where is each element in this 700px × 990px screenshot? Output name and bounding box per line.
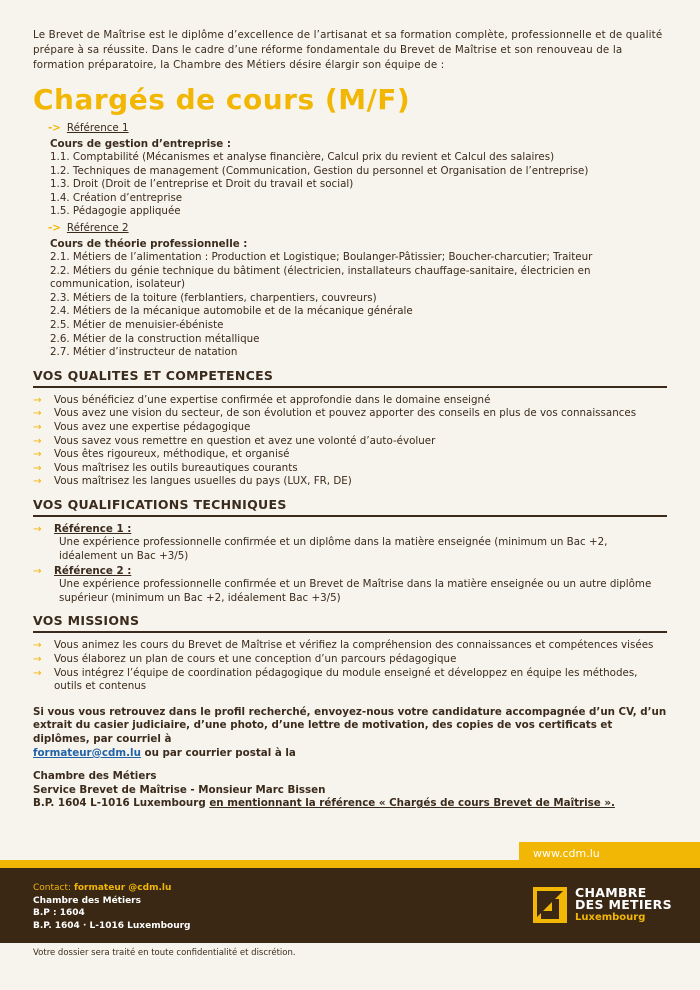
- reference-2-heading: [48, 221, 667, 235]
- intro-paragraph: Le Brevet de Maîtrise est le diplôme d’excellence de l’artisanat et sa formation complète, professionnelle et de qualité prépare à sa réussite. Dans le cadre d’une réforme fondamentale du Brevet de Maîtrise et son renouveau de la formation préparatoire, la Chambre des Métiers désire élargir son équipe de :: [33, 29, 663, 71]
- missions-list: [33, 639, 667, 693]
- arrow-right-icon: →: [33, 666, 42, 679]
- arrow-right-icon: →: [33, 434, 42, 447]
- qualites-list: [33, 394, 667, 489]
- arrow-icon: ->: [48, 221, 61, 234]
- list-item: [33, 448, 667, 462]
- list-item: 2.6. Métier de la construction métallique: [50, 332, 260, 345]
- reference-mention: en mentionnant la référence « Chargés de cours Brevet de Maîtrise ».: [209, 797, 615, 810]
- website-link[interactable]: www.cdm.lu: [533, 847, 600, 860]
- list-item: [33, 394, 667, 408]
- arrow-right-icon: →: [33, 393, 42, 406]
- arrow-icon: ->: [48, 122, 61, 134]
- application-instructions: [33, 706, 667, 760]
- arrow-right-icon: →: [33, 407, 42, 420]
- logo-text-line-3: Luxembourg: [575, 912, 646, 923]
- list-item: 1.5. Pédagogie appliquée: [50, 205, 181, 218]
- list-item-text: Vous avez une expertise pédagogique: [54, 420, 251, 433]
- reference-1-list: [50, 151, 667, 219]
- reference-2-label: Référence 2: [66, 221, 129, 234]
- address-line-text: B.P. 1604 L-1016 Luxembourg: [33, 797, 206, 810]
- list-item: [33, 475, 667, 489]
- postal-address: [33, 770, 667, 811]
- arrow-right-icon: →: [33, 564, 42, 577]
- arrow-right-icon: →: [33, 420, 42, 433]
- list-item-text: Vous savez vous remettre en question et avez une volonté d’auto-évoluer: [54, 434, 436, 447]
- address-line: [33, 797, 667, 811]
- list-item: 2.4. Métiers de la mécanique automobile et de la mécanique générale: [50, 305, 413, 318]
- reference-2-list: [50, 251, 667, 360]
- list-item-text: Vous avez une vision du secteur, de son évolution et pouvez apporter des conseils en plus de vos connaissances: [54, 407, 637, 420]
- footer-line: Chambre des Métiers: [33, 895, 141, 906]
- list-item: 1.4. Création d’entreprise: [50, 191, 183, 204]
- qualites-section-title: VOS QUALITES ET COMPETENCES: [33, 368, 667, 388]
- footer-line: B.P : 1604: [33, 908, 85, 918]
- list-item-text: Vous intégrez l’équipe de coordination pédagogique du module enseigné et développez en équipe les méthodes, outils et contenus: [54, 666, 638, 693]
- logo-mark-icon: [533, 887, 567, 923]
- qualification-text: Une expérience professionnelle confirmée et un Brevet de Maîtrise dans la matière enseignée ou un autre diplôme supérieur (minimum un Bac +2, idéalement Bac +3/5): [59, 578, 652, 604]
- application-tail: ou par courrier postal à la: [144, 746, 296, 759]
- address-line: Chambre des Métiers: [33, 770, 157, 783]
- page-title: Chargés de cours (M/F): [33, 83, 411, 116]
- list-item: 2.2. Métiers du génie technique du bâtiment (électricien, installateurs chauffage-sanitaire, électricien en communication, isolateur): [50, 264, 591, 291]
- list-item-text: Vous êtes rigoureux, méthodique, et organisé: [54, 448, 290, 461]
- qualifications-list: [33, 523, 667, 606]
- email-link[interactable]: formateur@cdm.lu: [33, 746, 141, 759]
- footer-contact-block: [33, 882, 191, 932]
- list-item-text: Vous bénéficiez d’une expertise confirmée et approfondie dans le domaine enseigné: [54, 393, 491, 406]
- reference-2-subhead: Cours de théorie professionnelle :: [50, 237, 248, 250]
- list-item: 2.3. Métiers de la toiture (ferblantiers, charpentiers, couvreurs): [50, 291, 377, 304]
- list-item-text: Vous élaborez un plan de cours et une conception d’un parcours pédagogique: [54, 653, 457, 666]
- qualifications-section-title: VOS QUALIFICATIONS TECHNIQUES: [33, 497, 667, 517]
- contact-label: Contact:: [33, 883, 72, 893]
- job-posting: [33, 28, 667, 811]
- list-item: 2.5. Métier de menuisier-ébéniste: [50, 318, 224, 331]
- footer-accent-band: [0, 860, 700, 868]
- logo-text-line-1: CHAMBRE: [575, 885, 647, 900]
- contact-email[interactable]: formateur @cdm.lu: [73, 883, 172, 893]
- chambre-des-metiers-logo: [533, 887, 673, 927]
- arrow-right-icon: →: [33, 522, 42, 535]
- missions-section-title: VOS MISSIONS: [33, 613, 667, 633]
- qualification-ref-label: Référence 2 :: [54, 564, 132, 577]
- list-item: [33, 435, 667, 449]
- reference-1-heading: [48, 121, 667, 135]
- list-item: 1.1. Comptabilité (Mécanismes et analyse financière, Calcul prix du revient et Calcul des salaires): [50, 151, 555, 163]
- arrow-right-icon: →: [33, 653, 42, 666]
- qualification-text: Une expérience professionnelle confirmée et un diplôme dans la matière enseignée (minimum un Bac +2, idéalement un Bac +3/5): [59, 536, 608, 563]
- list-item: [33, 639, 667, 653]
- qualification-ref-label: Référence 1 :: [54, 522, 132, 535]
- list-item: [33, 565, 667, 606]
- list-item: [33, 667, 667, 694]
- footer-line: B.P. 1604 · L-1016 Luxembourg: [33, 920, 191, 931]
- list-item: [33, 407, 667, 421]
- confidentiality-note: Votre dossier sera traité en toute confidentialité et discrétion.: [33, 948, 296, 958]
- list-item: [33, 653, 667, 667]
- list-item-text: Vous animez les cours du Brevet de Maîtrise et vérifiez la compréhension des connaissances et compétences visées: [54, 639, 654, 652]
- arrow-right-icon: →: [33, 461, 42, 474]
- arrow-right-icon: →: [33, 448, 42, 461]
- list-item: 2.7. Métier d’instructeur de natation: [50, 346, 238, 359]
- list-item-text: Vous maîtrisez les outils bureautiques courants: [54, 461, 298, 474]
- list-item: 1.2. Techniques de management (Communication, Gestion du personnel et Organisation de l’entreprise): [50, 164, 589, 177]
- list-item: [33, 462, 667, 476]
- footer: [0, 868, 700, 943]
- arrow-right-icon: →: [33, 639, 42, 652]
- list-item: 2.1. Métiers de l’alimentation : Production et Logistique; Boulanger-Pâtissier; Boucher-charcutier; Traiteur: [50, 250, 593, 263]
- list-item-text: Vous maîtrisez les langues usuelles du pays (LUX, FR, DE): [54, 475, 352, 488]
- list-item: [33, 421, 667, 435]
- application-text: Si vous vous retrouvez dans le profil recherché, envoyez-nous votre candidature accompagnée d’un CV, d’un extrait du casier judiciaire, d’une photo, d’une lettre de motivation, des copies de vos certificats et diplômes, par courriel à: [33, 705, 667, 745]
- address-line: Service Brevet de Maîtrise - Monsieur Marc Bissen: [33, 783, 326, 796]
- reference-1-label: Référence 1: [66, 122, 129, 134]
- list-item: 1.3. Droit (Droit de l’entreprise et Droit du travail et social): [50, 178, 354, 191]
- list-item: [33, 523, 667, 564]
- arrow-right-icon: →: [33, 475, 42, 488]
- footer-contact: [33, 882, 191, 895]
- reference-1-subhead: Cours de gestion d’entreprise :: [50, 138, 231, 150]
- logo-text-line-2: DES METIERS: [575, 897, 672, 912]
